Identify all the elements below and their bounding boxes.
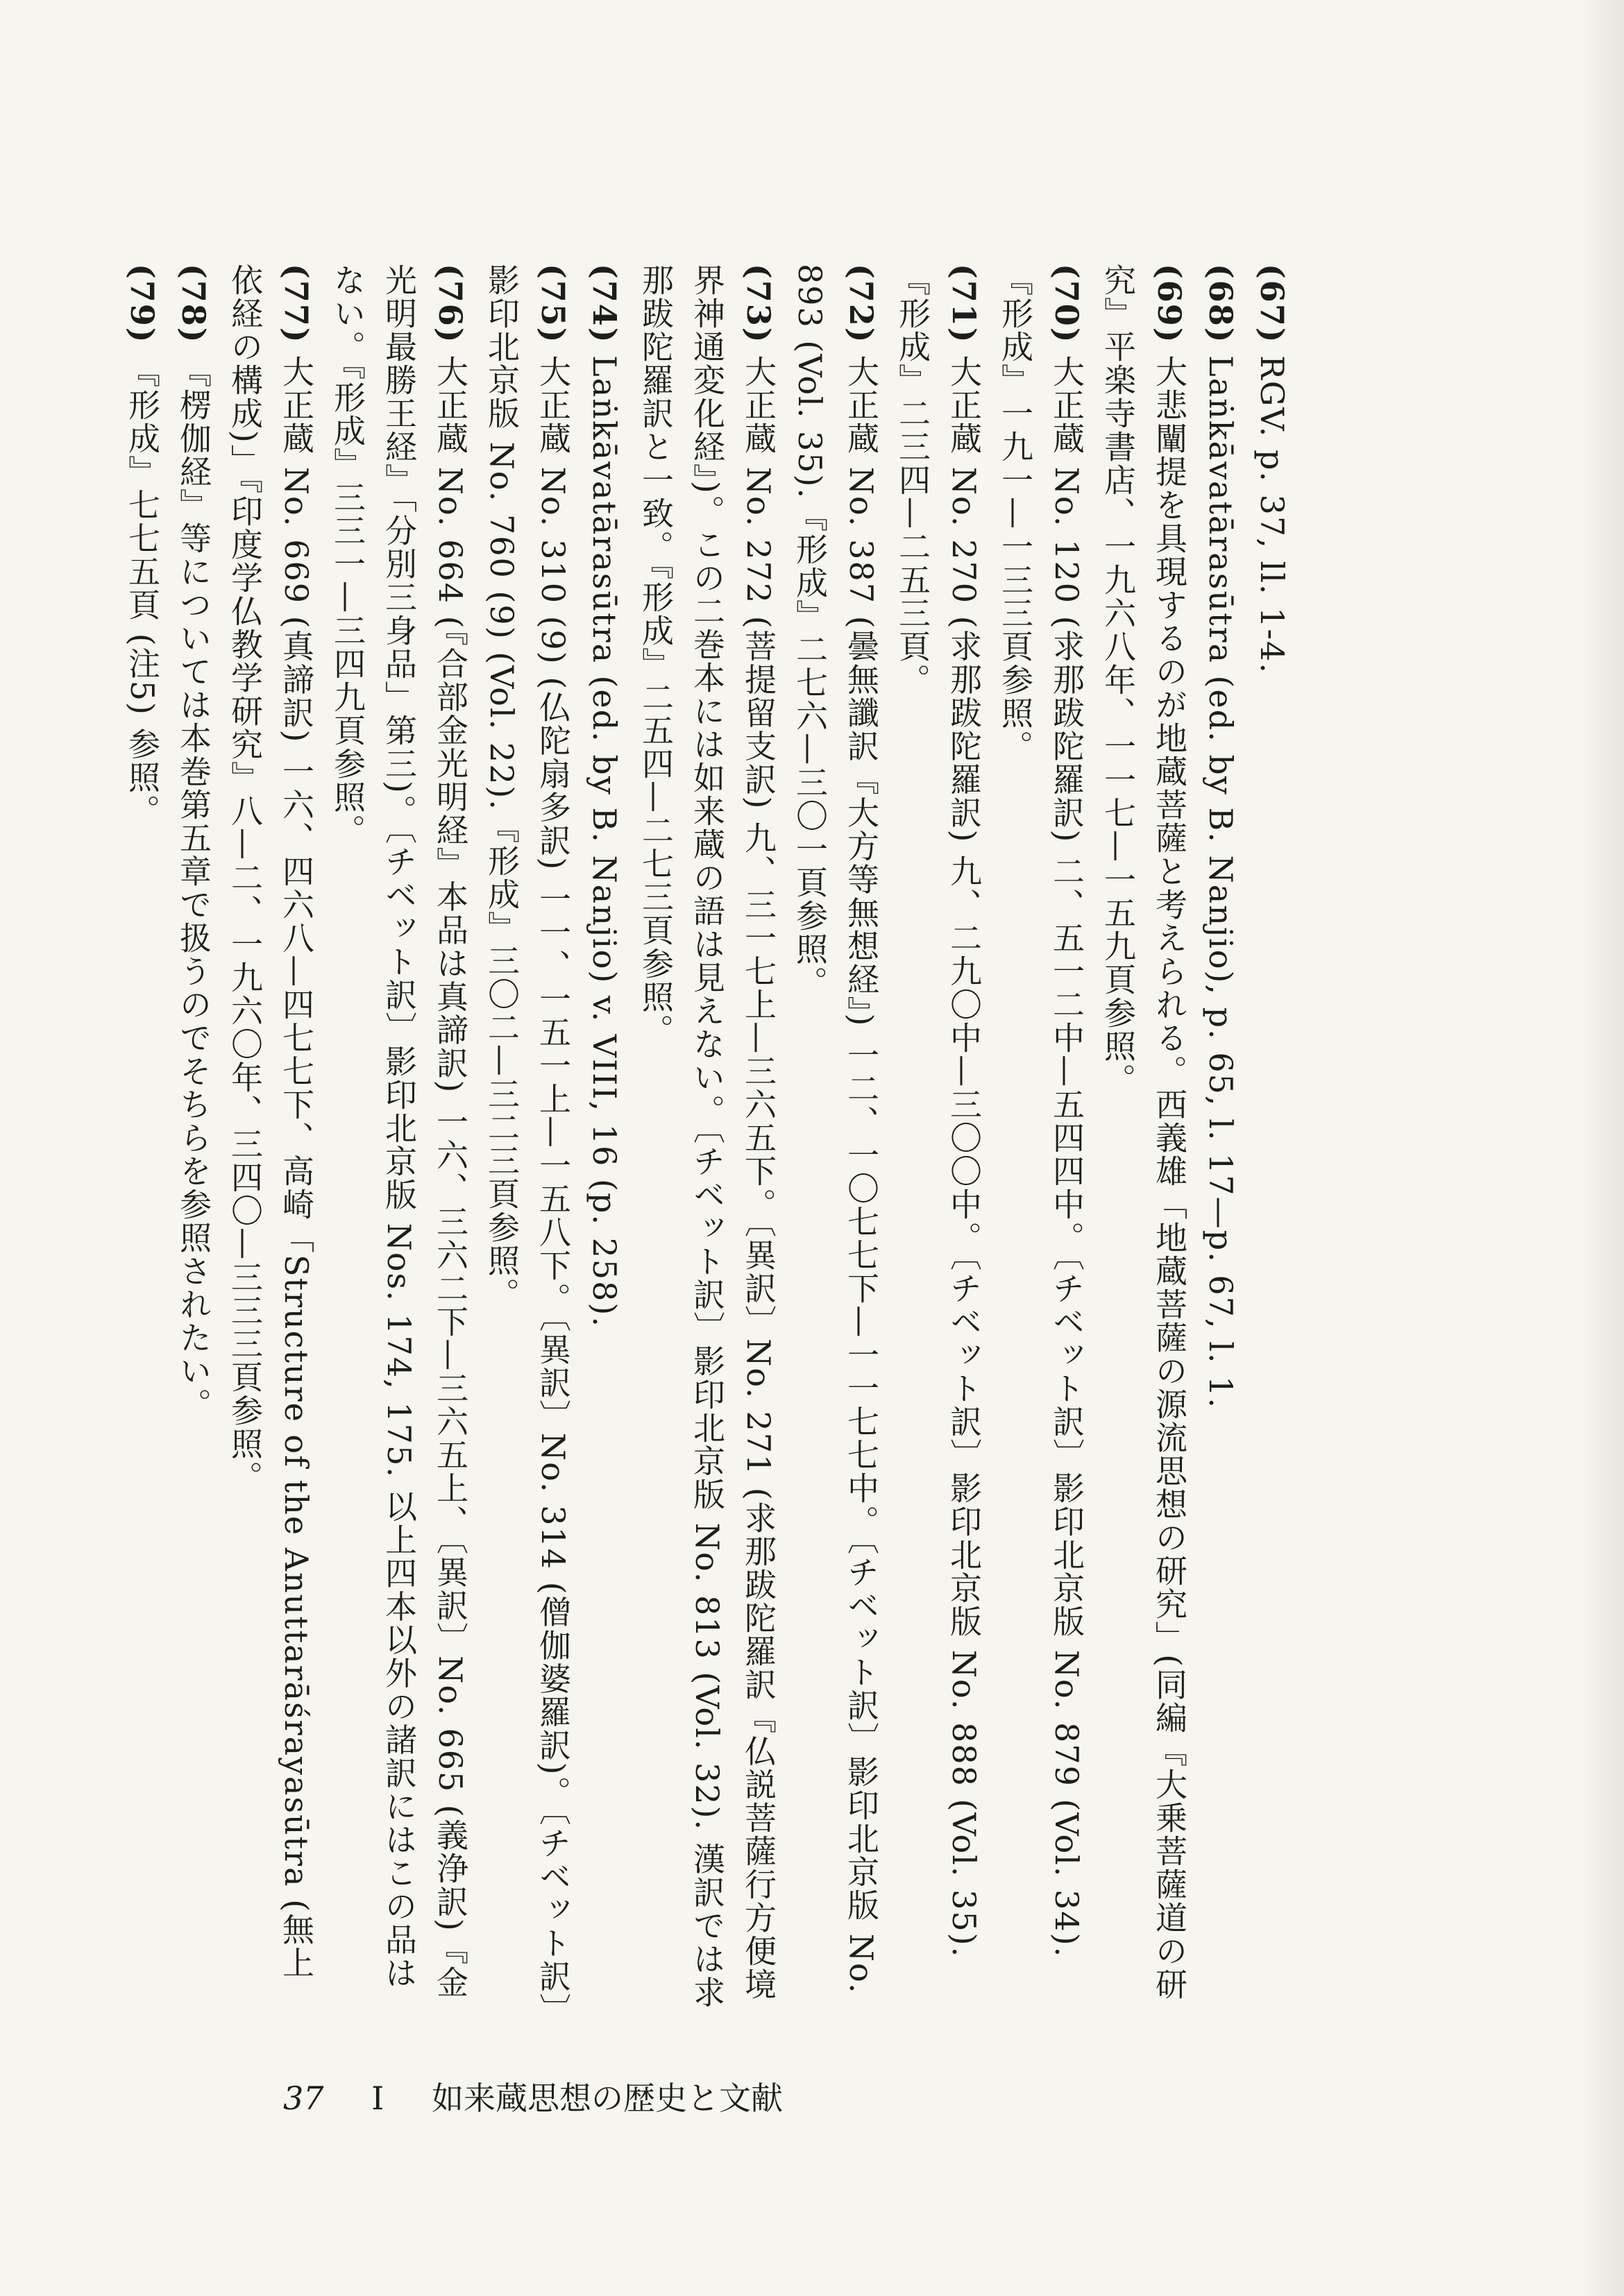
note-text: 大正蔵 No. 387 (曇無讖訳『大方等無想経』) 一二、一〇七七下—一一七七中。〔チベット訳〕影印北京版 No. 893 (Vol. 35).『形成』二七六—三〇一頁参照。 xyxy=(791,264,880,1995)
note-text: RGV. p. 37, ll. 1-4. xyxy=(1253,355,1291,674)
note-text: 大正蔵 No. 272 (菩提留支訳) 九、三一七上—三六五下。〔異訳〕No. 271 (求那跋陀羅訳『仏説菩薩行方便境界神通変化経』)。この二巻本には如来蔵の語は見えない。〔チベット訳〕影印北京版 No. 813 (Vol. 32). 漢訳では求那跋陀羅訳と一致。『形成』二五四—二七三頁参照。 xyxy=(637,264,777,2009)
note-number: (73) xyxy=(740,264,777,344)
endnote-79 xyxy=(117,264,168,2012)
note-number: (76) xyxy=(432,264,469,344)
chapter-title: 如来蔵思想の歴史と文献 xyxy=(431,2080,783,2117)
note-number: (67) xyxy=(1253,264,1291,344)
note-text: 『楞伽経』等については本巻第五章で扱うのでそちらを参照されたい。 xyxy=(175,355,212,1422)
note-number: (72) xyxy=(843,264,880,344)
running-footer xyxy=(283,2073,820,2119)
note-number: (68) xyxy=(1202,264,1240,344)
note-text: 大正蔵 No. 669 (真諦訳) 一六、四六八—四七七下、高崎「Structure of the Anuttarāśrayasūtra (無上依経の構成)」『印度学仏教学研究』八—二、一九六〇年、三四〇—三三三頁参照。 xyxy=(226,264,315,1980)
note-number: (71) xyxy=(945,264,983,344)
note-text: 大正蔵 No. 664 (『合部金光明経』本品は真諦訳) 一六、三六二下—三六五上、〔異訳〕No. 665 (義浄訳)『金光明最勝王経』「分別三身品」第三)。〔チベット訳〕影印北京版 Nos. 174, 175. 以上四本以外の諸訳にはこの品はない。『形成』三三一—三四九頁参照。 xyxy=(329,264,469,1999)
note-text: 大正蔵 No. 120 (求那跋陀羅訳) 二、五一二中—五四四中。〔チベット訳〕影印北京版 No. 879 (Vol. 34).『形成』一九一—一三三頁参照。 xyxy=(997,264,1085,1959)
endnote-75 xyxy=(476,264,579,2012)
note-number: (74) xyxy=(586,264,623,344)
note-text: Laṅkāvatārasūtra (ed. by B. Nanjio) v. VIII, 16 (p. 258). xyxy=(586,355,623,1328)
note-text: 大悲闡提を具現するのが地蔵菩薩と考えられる。西義雄「地蔵菩薩の源流思想の研究」(同編『大乗菩薩道の研究』平楽寺書店、一九六八年、一一七—一五九頁参照。 xyxy=(1099,264,1188,2002)
endnote-71 xyxy=(887,264,990,2012)
note-number: (69) xyxy=(1151,264,1188,344)
note-number: (77) xyxy=(278,264,315,344)
note-number: (78) xyxy=(175,264,212,344)
note-number: (70) xyxy=(1048,264,1085,344)
endnote-67 xyxy=(1246,264,1298,2012)
note-text: 『形成』七七五頁 (注5) 参照。 xyxy=(124,355,161,828)
endnotes-block xyxy=(124,264,1298,2012)
endnote-76 xyxy=(322,264,476,2012)
note-text: 大正蔵 No. 270 (求那跋陀羅訳) 九、二九〇中—三〇〇中。〔チベット訳〕影印北京版 No. 888 (Vol. 35).『形成』二三四—二五三頁。 xyxy=(894,264,983,1959)
page-edge-shadow xyxy=(1582,0,1624,2296)
note-number: (79) xyxy=(124,264,161,344)
note-text: Laṅkāvatārasūtra (ed. by B. Nanjio), p. 65, l. 17—p. 67, l. 1. xyxy=(1202,355,1240,1409)
endnote-77 xyxy=(219,264,322,2012)
endnote-72 xyxy=(784,264,887,2012)
endnote-74 xyxy=(579,264,630,2012)
endnote-70 xyxy=(990,264,1092,2012)
endnote-69 xyxy=(1092,264,1195,2012)
note-text: 大正蔵 No. 310 (9) (仏陀扇多訳) 一一、一五一上—一五八下。〔異訳〕No. 314 (僧伽婆羅訳)。〔チベット訳〕影印北京版 No. 760 (9) (Vol. 22).『形成』三〇二—三二三頁参照。 xyxy=(483,264,572,2011)
endnote-73 xyxy=(630,264,784,2012)
page-number: 37 xyxy=(283,2080,324,2117)
endnote-78 xyxy=(168,264,219,2012)
part-number: I xyxy=(371,2080,384,2117)
endnote-68 xyxy=(1195,264,1246,2012)
note-number: (75) xyxy=(534,264,572,344)
